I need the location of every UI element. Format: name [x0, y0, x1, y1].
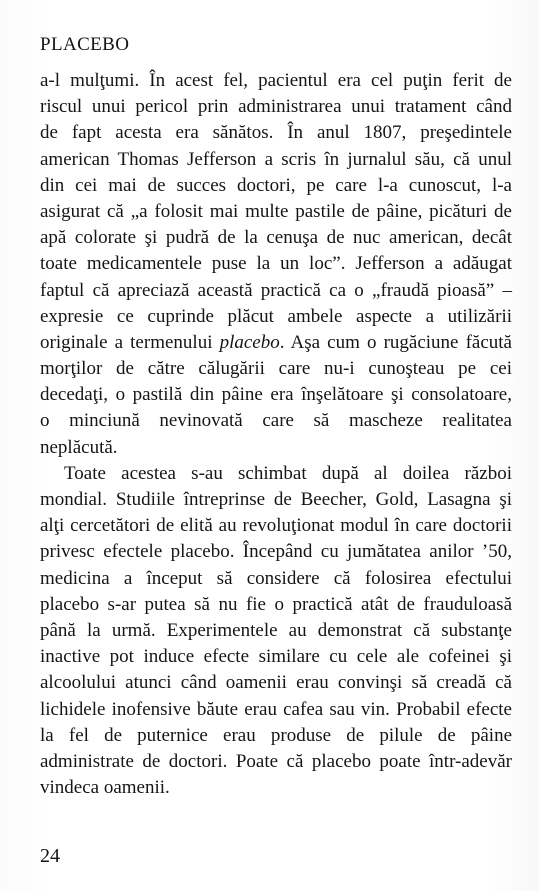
- text-line: expresie ce cuprinde plăcut ambele aspecte a utilizării: [40, 305, 512, 327]
- text-line: a-l mulţumi. În acest fel, pacientul era cel puţin ferit de: [40, 70, 512, 91]
- text-line: american Thomas Jefferson a scris în jurnalul său, că unul: [40, 148, 512, 170]
- body-text: [40, 68, 512, 801]
- text-line: riscul unui pericol prin administrarea unui tratament când: [40, 96, 512, 118]
- text-line: privesc efectele placebo. Începând cu jumătatea anilor ’50,: [40, 541, 512, 563]
- text-line: faptul că apreciază această practică ca o „fraudă pioasă” –: [40, 279, 512, 301]
- text-line: medicina a început să considere că folosirea efectului: [40, 567, 512, 589]
- text-line: alcoolului atunci când oamenii erau convinşi să creadă că: [40, 672, 512, 694]
- text-line: de fapt acesta era sănătos. În anul 1807, preşedintele: [40, 122, 512, 144]
- running-head: PLACEBO: [40, 34, 130, 55]
- text-line: apă colorate şi pudră de la cenuşa de nuc american, decât: [40, 227, 512, 249]
- text-line: din cei mai de succes doctori, pe care l-a cunoscut, l-a: [40, 174, 512, 196]
- text-line: administrate de doctori. Poate că placebo poate într-adevăr: [40, 750, 512, 772]
- text-line: Toate acestea s-au schimbat după al doilea război: [64, 462, 512, 484]
- text-line: alţi cercetători de elită au revoluţionat modul în care doctorii: [40, 515, 512, 537]
- text-line: decedaţi, o pastilă din pâine era înşelătoare şi consolatoare,: [40, 384, 512, 406]
- text-line: o minciună nevinovată care să mascheze realitatea: [40, 410, 512, 432]
- text-line: morţilor de către călugării care nu-i cunoşteau pe cei: [40, 358, 512, 380]
- paragraph: [40, 461, 512, 801]
- text-line: mondial. Studiile întreprinse de Beecher, Gold, Lasagna şi: [40, 489, 512, 510]
- text-line: originale a termenului placebo. Aşa cum o rugăciune făcută: [40, 331, 512, 353]
- paragraph: [40, 68, 512, 461]
- text-line: neplăcută.: [40, 436, 118, 458]
- text-line: asigurat că „a folosit mai multe pastile de pâine, picături de: [40, 200, 512, 222]
- text-line: lichidele inofensive băute erau cafea sau vin. Probabil efecte: [40, 698, 512, 720]
- text-line: la fel de puternice erau produse de pilule de pâine: [40, 724, 512, 746]
- text-line: până la urmă. Experimentele au demonstrat că substanţe: [40, 619, 512, 641]
- text-line: inactive pot induce efecte similare cu cele ale cofeinei şi: [40, 646, 512, 668]
- text-line: toate medicamentele puse la un loc”. Jefferson a adăugat: [40, 253, 512, 275]
- text-line: placebo s-ar putea să nu fie o practică atât de frauduloasă: [40, 593, 512, 615]
- page-number: 24: [40, 845, 60, 867]
- text-line: vindeca oamenii.: [40, 777, 170, 799]
